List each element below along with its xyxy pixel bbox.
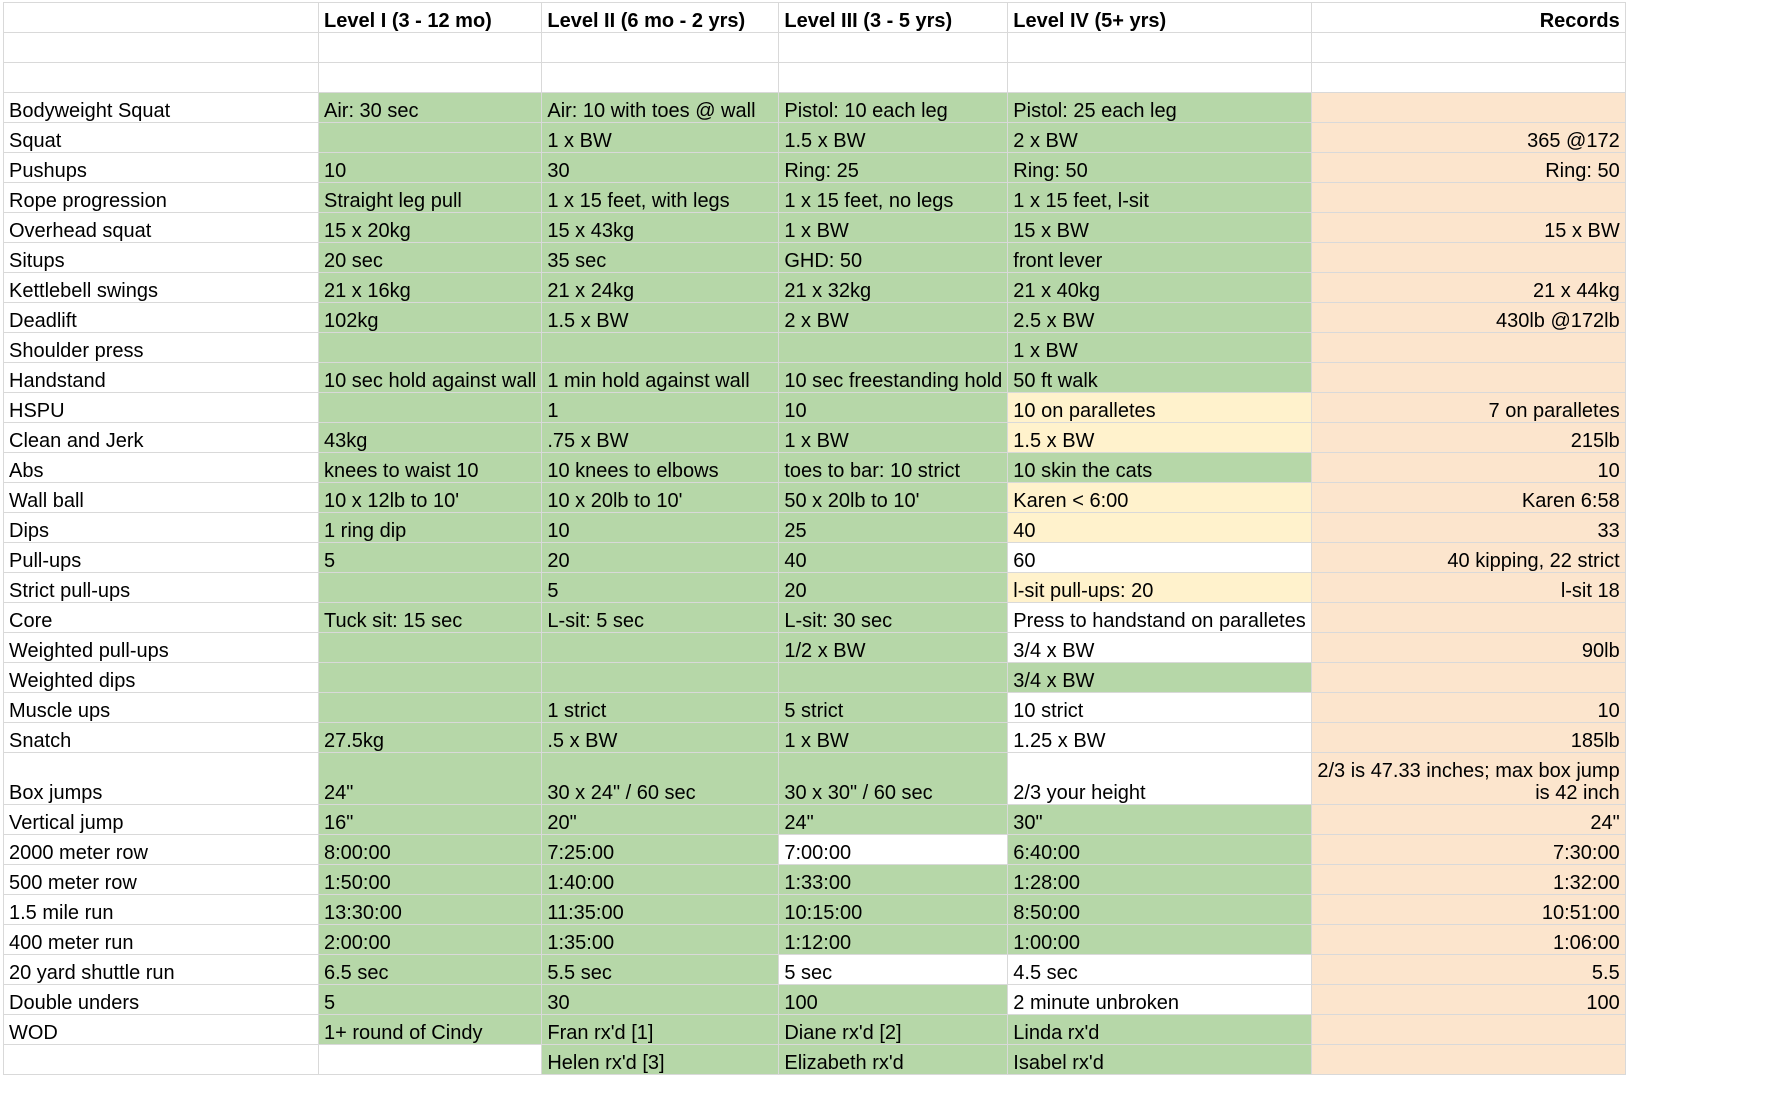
level-2-cell[interactable]: 30 xyxy=(542,985,779,1015)
level-3-cell[interactable]: 10:15:00 xyxy=(779,895,1008,925)
exercise-name-cell[interactable]: Abs xyxy=(4,453,319,483)
exercise-name-cell[interactable]: Snatch xyxy=(4,723,319,753)
table-row xyxy=(4,513,1626,543)
records-cell[interactable] xyxy=(1311,93,1625,123)
exercise-name-cell[interactable]: Strict pull-ups xyxy=(4,573,319,603)
level-1-cell[interactable]: 1 ring dip xyxy=(319,513,542,543)
level-3-cell[interactable]: Pistol: 10 each leg xyxy=(779,93,1008,123)
records-cell[interactable]: 21 x 44kg xyxy=(1311,273,1625,303)
table-row xyxy=(4,805,1626,835)
level-1-cell[interactable] xyxy=(319,1045,542,1075)
level-3-cell[interactable]: 24" xyxy=(779,805,1008,835)
level-4-cell[interactable]: Isabel rx'd xyxy=(1008,1045,1311,1075)
level-2-cell[interactable] xyxy=(542,633,779,663)
exercise-name-cell[interactable] xyxy=(4,63,319,93)
exercise-name-cell[interactable]: Rope progression xyxy=(4,183,319,213)
level-2-cell[interactable]: 1:35:00 xyxy=(542,925,779,955)
level-4-cell[interactable]: 10 on paralletes xyxy=(1008,393,1311,423)
exercise-name-cell[interactable]: 1.5 mile run xyxy=(4,895,319,925)
level-1-cell[interactable]: 27.5kg xyxy=(319,723,542,753)
header-cell-label[interactable] xyxy=(4,3,319,33)
table-row xyxy=(4,1015,1626,1045)
exercise-name-cell[interactable]: Squat xyxy=(4,123,319,153)
header-cell-level-1[interactable]: Level I (3 - 12 mo) xyxy=(319,3,542,33)
level-1-cell[interactable]: 13:30:00 xyxy=(319,895,542,925)
level-1-cell[interactable]: 6.5 sec xyxy=(319,955,542,985)
level-1-cell[interactable]: 15 x 20kg xyxy=(319,213,542,243)
level-2-cell[interactable]: 10 knees to elbows xyxy=(542,453,779,483)
records-cell[interactable]: 2/3 is 47.33 inches; max box jump is 42 inch xyxy=(1311,753,1625,805)
level-3-cell[interactable]: L-sit: 30 sec xyxy=(779,603,1008,633)
level-1-cell[interactable]: 21 x 16kg xyxy=(319,273,542,303)
level-4-cell[interactable]: 10 strict xyxy=(1008,693,1311,723)
level-4-cell[interactable]: Linda rx'd xyxy=(1008,1015,1311,1045)
level-3-cell[interactable]: GHD: 50 xyxy=(779,243,1008,273)
level-3-cell[interactable]: 21 x 32kg xyxy=(779,273,1008,303)
exercise-name-cell[interactable]: Kettlebell swings xyxy=(4,273,319,303)
exercise-name-cell[interactable]: Vertical jump xyxy=(4,805,319,835)
level-4-cell[interactable]: 60 xyxy=(1008,543,1311,573)
table-row xyxy=(4,33,1626,63)
level-4-cell[interactable]: Press to handstand on paralletes xyxy=(1008,603,1311,633)
records-cell[interactable]: 1:06:00 xyxy=(1311,925,1625,955)
records-cell[interactable]: l-sit 18 xyxy=(1311,573,1625,603)
level-4-cell[interactable]: 2.5 x BW xyxy=(1008,303,1311,333)
level-3-cell[interactable]: 5 strict xyxy=(779,693,1008,723)
level-4-cell[interactable]: l-sit pull-ups: 20 xyxy=(1008,573,1311,603)
level-2-cell[interactable]: 10 x 20lb to 10' xyxy=(542,483,779,513)
level-3-cell[interactable]: 2 x BW xyxy=(779,303,1008,333)
level-1-cell[interactable]: 20 sec xyxy=(319,243,542,273)
level-1-cell[interactable]: 10 x 12lb to 10' xyxy=(319,483,542,513)
table-row xyxy=(4,633,1626,663)
records-cell[interactable]: 365 @172 xyxy=(1311,123,1625,153)
level-3-cell[interactable]: 25 xyxy=(779,513,1008,543)
level-3-cell[interactable]: toes to bar: 10 strict xyxy=(779,453,1008,483)
records-cell[interactable]: 15 x BW xyxy=(1311,213,1625,243)
level-2-cell[interactable]: 20 xyxy=(542,543,779,573)
table-row xyxy=(4,63,1626,93)
level-4-cell[interactable]: 3/4 x BW xyxy=(1008,663,1311,693)
exercise-name-cell[interactable]: Weighted dips xyxy=(4,663,319,693)
table-row xyxy=(4,153,1626,183)
level-3-cell[interactable]: Diane rx'd [2] xyxy=(779,1015,1008,1045)
level-4-cell[interactable]: 1 x BW xyxy=(1008,333,1311,363)
level-4-cell[interactable]: 1.5 x BW xyxy=(1008,423,1311,453)
level-2-cell[interactable] xyxy=(542,663,779,693)
records-cell[interactable]: 40 kipping, 22 strict xyxy=(1311,543,1625,573)
level-1-cell[interactable]: 8:00:00 xyxy=(319,835,542,865)
table-row xyxy=(4,483,1626,513)
exercise-name-cell[interactable]: Bodyweight Squat xyxy=(4,93,319,123)
exercise-name-cell[interactable]: Dips xyxy=(4,513,319,543)
table-row xyxy=(4,663,1626,693)
level-4-cell[interactable]: 30" xyxy=(1008,805,1311,835)
level-4-cell[interactable]: 15 x BW xyxy=(1008,213,1311,243)
level-3-cell[interactable]: 7:00:00 xyxy=(779,835,1008,865)
level-1-cell[interactable]: 5 xyxy=(319,543,542,573)
level-2-cell[interactable]: 1 strict xyxy=(542,693,779,723)
level-2-cell[interactable]: 7:25:00 xyxy=(542,835,779,865)
level-2-cell[interactable]: 21 x 24kg xyxy=(542,273,779,303)
level-1-cell[interactable]: Tuck sit: 15 sec xyxy=(319,603,542,633)
exercise-name-cell[interactable]: HSPU xyxy=(4,393,319,423)
table-row xyxy=(4,955,1626,985)
exercise-name-cell[interactable]: 2000 meter row xyxy=(4,835,319,865)
level-3-cell[interactable]: 20 xyxy=(779,573,1008,603)
level-4-cell[interactable]: 8:50:00 xyxy=(1008,895,1311,925)
level-3-cell[interactable]: 50 x 20lb to 10' xyxy=(779,483,1008,513)
table-row xyxy=(4,273,1626,303)
level-1-cell[interactable] xyxy=(319,123,542,153)
table-row xyxy=(4,985,1626,1015)
level-4-cell[interactable]: 3/4 x BW xyxy=(1008,633,1311,663)
level-2-cell[interactable]: 1 min hold against wall xyxy=(542,363,779,393)
records-cell[interactable]: 10 xyxy=(1311,453,1625,483)
level-2-cell[interactable]: 1:40:00 xyxy=(542,865,779,895)
level-3-cell[interactable]: 40 xyxy=(779,543,1008,573)
records-cell[interactable]: Ring: 50 xyxy=(1311,153,1625,183)
level-2-cell[interactable]: .5 x BW xyxy=(542,723,779,753)
records-cell[interactable] xyxy=(1311,333,1625,363)
level-1-cell[interactable]: 5 xyxy=(319,985,542,1015)
level-3-cell[interactable]: 1.5 x BW xyxy=(779,123,1008,153)
level-3-cell[interactable] xyxy=(779,663,1008,693)
header-cell-level-3[interactable]: Level III (3 - 5 yrs) xyxy=(779,3,1008,33)
table-row xyxy=(4,865,1626,895)
level-2-cell[interactable]: 30 xyxy=(542,153,779,183)
records-cell[interactable] xyxy=(1311,603,1625,633)
level-1-cell[interactable] xyxy=(319,573,542,603)
level-3-cell[interactable]: Elizabeth rx'd xyxy=(779,1045,1008,1075)
exercise-name-cell[interactable] xyxy=(4,33,319,63)
level-4-cell[interactable] xyxy=(1008,33,1311,63)
level-1-cell[interactable]: Air: 30 sec xyxy=(319,93,542,123)
level-1-cell[interactable]: 1:50:00 xyxy=(319,865,542,895)
level-4-cell[interactable]: front lever xyxy=(1008,243,1311,273)
table-row xyxy=(4,123,1626,153)
header-cell-records[interactable]: Records xyxy=(1311,3,1625,33)
level-3-cell[interactable]: 1 x BW xyxy=(779,423,1008,453)
table-row xyxy=(4,363,1626,393)
level-1-cell[interactable]: 1+ round of Cindy xyxy=(319,1015,542,1045)
level-3-cell[interactable] xyxy=(779,333,1008,363)
level-4-cell[interactable]: 50 ft walk xyxy=(1008,363,1311,393)
exercise-name-cell[interactable]: Situps xyxy=(4,243,319,273)
records-cell[interactable]: 185lb xyxy=(1311,723,1625,753)
exercise-name-cell[interactable]: Wall ball xyxy=(4,483,319,513)
level-3-cell[interactable]: 1:33:00 xyxy=(779,865,1008,895)
table-row xyxy=(4,925,1626,955)
level-4-cell[interactable]: 1.25 x BW xyxy=(1008,723,1311,753)
level-1-cell[interactable] xyxy=(319,693,542,723)
table-row xyxy=(4,723,1626,753)
level-2-cell[interactable] xyxy=(542,33,779,63)
level-4-cell[interactable]: 1:28:00 xyxy=(1008,865,1311,895)
records-cell[interactable]: 7:30:00 xyxy=(1311,835,1625,865)
level-3-cell[interactable]: 1/2 x BW xyxy=(779,633,1008,663)
level-3-cell[interactable]: 1 x BW xyxy=(779,213,1008,243)
level-1-cell[interactable] xyxy=(319,633,542,663)
level-4-cell[interactable]: 1 x 15 feet, l-sit xyxy=(1008,183,1311,213)
table-row xyxy=(4,333,1626,363)
level-3-cell[interactable]: 1 x 15 feet, no legs xyxy=(779,183,1008,213)
level-1-cell[interactable]: 24" xyxy=(319,753,542,805)
header-cell-level-4[interactable]: Level IV (5+ yrs) xyxy=(1008,3,1311,33)
records-cell[interactable]: 24" xyxy=(1311,805,1625,835)
exercise-name-cell[interactable]: Muscle ups xyxy=(4,693,319,723)
exercise-name-cell[interactable]: Overhead squat xyxy=(4,213,319,243)
level-1-cell[interactable] xyxy=(319,663,542,693)
level-2-cell[interactable]: Air: 10 with toes @ wall xyxy=(542,93,779,123)
level-1-cell[interactable]: 43kg xyxy=(319,423,542,453)
level-3-cell[interactable] xyxy=(779,33,1008,63)
level-3-cell[interactable]: 10 sec freestanding hold xyxy=(779,363,1008,393)
table-row xyxy=(4,393,1626,423)
level-1-cell[interactable] xyxy=(319,333,542,363)
level-3-cell[interactable]: 100 xyxy=(779,985,1008,1015)
level-3-cell[interactable]: Ring: 25 xyxy=(779,153,1008,183)
table-row xyxy=(4,603,1626,633)
level-4-cell[interactable]: 4.5 sec xyxy=(1008,955,1311,985)
records-cell[interactable] xyxy=(1311,663,1625,693)
exercise-name-cell[interactable]: Pushups xyxy=(4,153,319,183)
level-2-cell[interactable]: Helen rx'd [3] xyxy=(542,1045,779,1075)
header-cell-level-2[interactable]: Level II (6 mo - 2 yrs) xyxy=(542,3,779,33)
records-cell[interactable]: 7 on paralletes xyxy=(1311,393,1625,423)
level-2-cell[interactable]: Fran rx'd [1] xyxy=(542,1015,779,1045)
table-row xyxy=(4,303,1626,333)
records-cell[interactable] xyxy=(1311,1015,1625,1045)
level-2-cell[interactable]: 1.5 x BW xyxy=(542,303,779,333)
table-row xyxy=(4,93,1626,123)
table-row xyxy=(4,543,1626,573)
level-4-cell[interactable]: Ring: 50 xyxy=(1008,153,1311,183)
records-cell[interactable]: 10 xyxy=(1311,693,1625,723)
level-2-cell[interactable]: 11:35:00 xyxy=(542,895,779,925)
level-4-cell[interactable]: Karen < 6:00 xyxy=(1008,483,1311,513)
spreadsheet-grid xyxy=(3,2,1626,1075)
records-cell[interactable] xyxy=(1311,63,1625,93)
exercise-name-cell[interactable]: Shoulder press xyxy=(4,333,319,363)
level-2-cell[interactable]: 30 x 24" / 60 sec xyxy=(542,753,779,805)
level-4-cell[interactable]: 21 x 40kg xyxy=(1008,273,1311,303)
level-2-cell[interactable]: 5.5 sec xyxy=(542,955,779,985)
exercise-name-cell[interactable]: Pull-ups xyxy=(4,543,319,573)
level-1-cell[interactable]: 102kg xyxy=(319,303,542,333)
table-row xyxy=(4,1045,1626,1075)
level-3-cell[interactable]: 1:12:00 xyxy=(779,925,1008,955)
level-2-cell[interactable]: 1 xyxy=(542,393,779,423)
level-1-cell[interactable]: knees to waist 10 xyxy=(319,453,542,483)
records-cell[interactable] xyxy=(1311,1045,1625,1075)
level-1-cell[interactable]: 16" xyxy=(319,805,542,835)
exercise-name-cell[interactable] xyxy=(4,1045,319,1075)
level-2-cell[interactable]: 15 x 43kg xyxy=(542,213,779,243)
records-cell[interactable]: Karen 6:58 xyxy=(1311,483,1625,513)
records-cell[interactable]: 10:51:00 xyxy=(1311,895,1625,925)
exercise-name-cell[interactable]: WOD xyxy=(4,1015,319,1045)
table-row xyxy=(4,835,1626,865)
table-row xyxy=(4,423,1626,453)
table-row xyxy=(4,243,1626,273)
exercise-name-cell[interactable]: Box jumps xyxy=(4,753,319,805)
records-cell[interactable]: 100 xyxy=(1311,985,1625,1015)
level-2-cell[interactable] xyxy=(542,63,779,93)
records-cell[interactable] xyxy=(1311,243,1625,273)
exercise-name-cell[interactable]: 400 meter run xyxy=(4,925,319,955)
level-3-cell[interactable]: 30 x 30" / 60 sec xyxy=(779,753,1008,805)
level-3-cell[interactable]: 10 xyxy=(779,393,1008,423)
level-2-cell[interactable]: L-sit: 5 sec xyxy=(542,603,779,633)
level-1-cell[interactable] xyxy=(319,63,542,93)
level-4-cell[interactable]: Pistol: 25 each leg xyxy=(1008,93,1311,123)
level-3-cell[interactable]: 1 x BW xyxy=(779,723,1008,753)
level-2-cell[interactable]: 35 sec xyxy=(542,243,779,273)
records-cell[interactable]: 90lb xyxy=(1311,633,1625,663)
level-2-cell[interactable]: 10 xyxy=(542,513,779,543)
table-row xyxy=(4,183,1626,213)
level-4-cell[interactable]: 10 skin the cats xyxy=(1008,453,1311,483)
table-row xyxy=(4,573,1626,603)
level-2-cell[interactable]: .75 x BW xyxy=(542,423,779,453)
records-cell[interactable]: 33 xyxy=(1311,513,1625,543)
records-cell[interactable] xyxy=(1311,183,1625,213)
level-2-cell[interactable]: 1 x BW xyxy=(542,123,779,153)
level-1-cell[interactable] xyxy=(319,393,542,423)
records-cell[interactable]: 1:32:00 xyxy=(1311,865,1625,895)
level-1-cell[interactable]: 10 sec hold against wall xyxy=(319,363,542,393)
exercise-name-cell[interactable]: Clean and Jerk xyxy=(4,423,319,453)
exercise-name-cell[interactable]: 20 yard shuttle run xyxy=(4,955,319,985)
level-4-cell[interactable]: 40 xyxy=(1008,513,1311,543)
exercise-name-cell[interactable]: Double unders xyxy=(4,985,319,1015)
exercise-name-cell[interactable]: Deadlift xyxy=(4,303,319,333)
table-row xyxy=(4,693,1626,723)
exercise-name-cell[interactable]: Handstand xyxy=(4,363,319,393)
level-1-cell[interactable]: 10 xyxy=(319,153,542,183)
header-row xyxy=(4,3,1626,33)
records-cell[interactable] xyxy=(1311,363,1625,393)
level-2-cell[interactable]: 20" xyxy=(542,805,779,835)
level-2-cell[interactable] xyxy=(542,333,779,363)
records-cell[interactable]: 430lb @172lb xyxy=(1311,303,1625,333)
records-cell[interactable] xyxy=(1311,33,1625,63)
table-row xyxy=(4,895,1626,925)
level-3-cell[interactable]: 5 sec xyxy=(779,955,1008,985)
level-1-cell[interactable] xyxy=(319,33,542,63)
exercise-name-cell[interactable]: 500 meter row xyxy=(4,865,319,895)
level-3-cell[interactable] xyxy=(779,63,1008,93)
table-row xyxy=(4,753,1626,805)
table-row xyxy=(4,213,1626,243)
level-4-cell[interactable]: 1:00:00 xyxy=(1008,925,1311,955)
level-4-cell[interactable] xyxy=(1008,63,1311,93)
level-1-cell[interactable]: Straight leg pull xyxy=(319,183,542,213)
level-4-cell[interactable]: 2 x BW xyxy=(1008,123,1311,153)
table-row xyxy=(4,453,1626,483)
fitness-levels-table xyxy=(3,2,1626,1075)
level-4-cell[interactable]: 2 minute unbroken xyxy=(1008,985,1311,1015)
level-2-cell[interactable]: 5 xyxy=(542,573,779,603)
level-4-cell[interactable]: 6:40:00 xyxy=(1008,835,1311,865)
exercise-name-cell[interactable]: Core xyxy=(4,603,319,633)
exercise-name-cell[interactable]: Weighted pull-ups xyxy=(4,633,319,663)
level-2-cell[interactable]: 1 x 15 feet, with legs xyxy=(542,183,779,213)
level-4-cell[interactable]: 2/3 your height xyxy=(1008,753,1311,805)
level-1-cell[interactable]: 2:00:00 xyxy=(319,925,542,955)
records-cell[interactable]: 5.5 xyxy=(1311,955,1625,985)
records-cell[interactable]: 215lb xyxy=(1311,423,1625,453)
